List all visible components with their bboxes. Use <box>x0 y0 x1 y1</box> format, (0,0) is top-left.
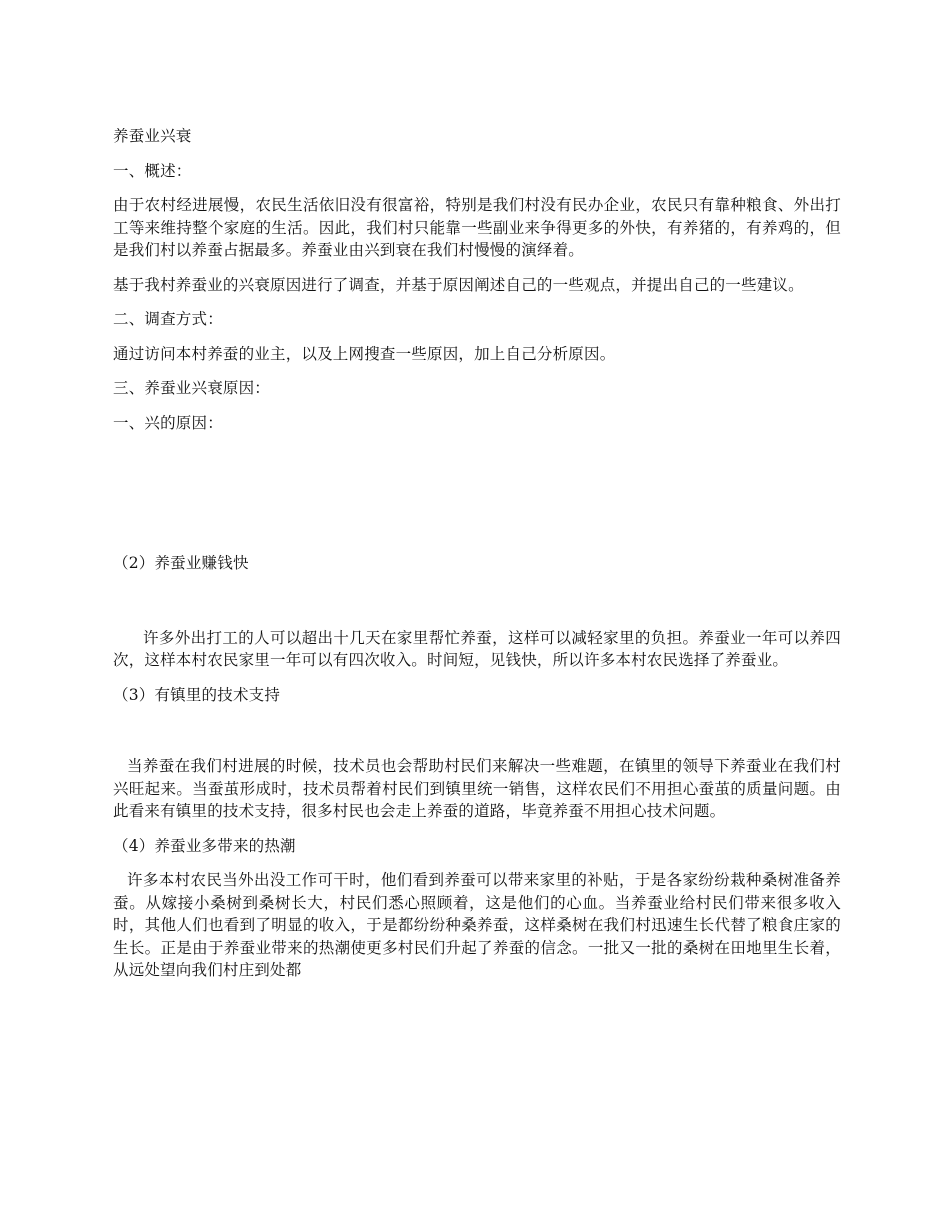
method-paragraph: 通过访问本村养蚕的业主，以及上网搜查一些原因，加上自己分析原因。 <box>113 344 616 363</box>
item-paragraph-tech-support: 当养蚕在我们村进展的时候，技术员也会帮助村民们来解决一些难题，在镇里的领导下养蚕业在我们村兴旺起来。当蚕茧形成时，技术员帮着村民们到镇里统一销售，这样农民们不用担心蚕茧的质量问题。由此看来有镇里的技术支持，很多村民也会走上养蚕的道路，毕竟养蚕不用担心技术问题。 <box>113 757 841 820</box>
blank-space <box>113 446 841 552</box>
subsection-heading-rise: 一、兴的原因： <box>113 413 223 432</box>
section-heading-causes: 三、养蚕业兴衰原因： <box>113 379 271 397</box>
document-title: 养蚕业兴衰 <box>113 127 192 145</box>
item-paragraph-boom: 许多本村农民当外出没工作可干时，他们看到养蚕可以带来家里的补贴，于是各家纷纷栽种桑树准备养蚕。从嫁接小桑树到桑树长大，村民们悉心照顾着，这是他们的心血。当养蚕业给村民们带来很多收入时，其他人们也看到了明显的收入，于是都纷纷种桑养蚕，这样桑树在我们村迅速生长代替了粮食庄家的生长。正是由于养蚕业带来的热潮使更多村民们升起了养蚕的信念。一批又一批的桑树在田地里生长着，从远处望向我们村庄到处都 <box>113 871 841 979</box>
section-heading-overview: 一、概述： <box>113 161 192 180</box>
document-body <box>113 125 841 994</box>
overview-paragraph-1: 由于农村经进展慢，农民生活依旧没有很富裕，特别是我们村没有民办企业，农民只有靠种粮食、外出打工等来维持整个家庭的生活。因此，我们村只能靠一些副业来争得更多的外快，有养猪的，有养鸡的，但是我们村以养蚕占据最多。养蚕业由兴到衰在我们村慢慢的演绎着。 <box>113 196 841 259</box>
item-heading-boom: （4）养蚕业多带来的热潮 <box>113 836 296 855</box>
overview-paragraph-2: 基于我村养蚕业的兴衰原因进行了调查，并基于原因阐述自己的一些观点，并提出自己的一些建议。 <box>113 275 804 294</box>
blank-space <box>113 718 841 755</box>
item-paragraph-profit: 许多外出打工的人可以超出十几天在家里帮忙养蚕，这样可以减轻家里的负担。养蚕业一年可以养四次，这样本村农民家里一年可以有四次收入。时间短，见钱快，所以许多本村农民选择了养蚕业。 <box>113 628 841 669</box>
blank-space <box>113 587 841 627</box>
section-heading-method: 二、调查方式： <box>113 310 223 328</box>
item-heading-profit: （2）养蚕业赚钱快 <box>113 554 249 572</box>
item-heading-tech-support: （3）有镇里的技术支持 <box>113 685 281 704</box>
